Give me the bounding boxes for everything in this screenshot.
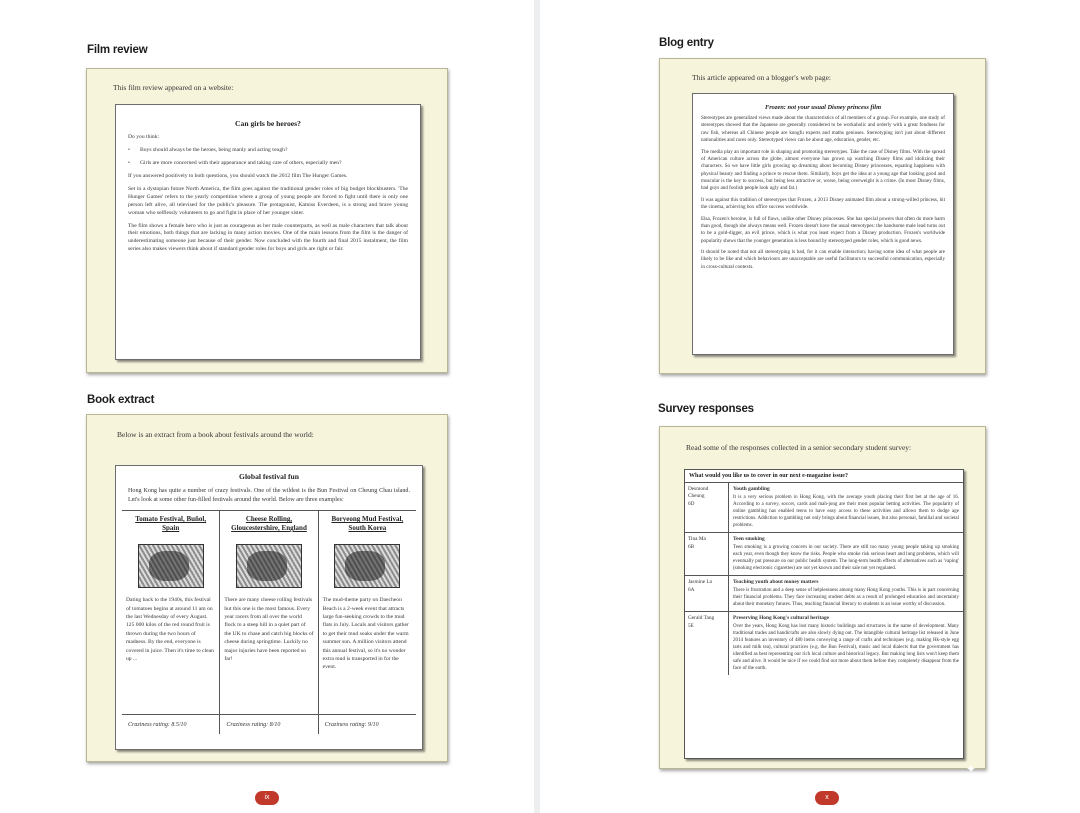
film-review-intro: This film review appeared on a website: xyxy=(113,83,234,92)
survey-intro: Read some of the responses collected in a senior secondary student survey: xyxy=(686,443,912,452)
festival-name: Cheese Rolling, Gloucestershire, England xyxy=(231,515,307,533)
blog-entry-title: Frozen: not your usual Disney princess film xyxy=(764,104,882,111)
film-review-paragraph: Set in a dystopian future North America, the film goes against the traditional gender roles of big budget blockbusters. 'The Hunger Games' refers to the yearly competition where a group of young people are forced to fight until there is only one person left alive, all televised for the public's pleasure. The protagonist, Katniss Everdeen, is a strong and brave young woman who selflessly volunteers to go and fight in place of her younger sister. xyxy=(128,185,408,216)
respondent: Desmond Cheung 6D xyxy=(685,483,729,532)
survey-response-row xyxy=(685,576,963,612)
respondent: Jasmine Lo 6A xyxy=(685,576,729,611)
survey-response-row xyxy=(685,612,963,675)
survey-responses-heading: Survey responses xyxy=(658,403,754,415)
festival-rating: Craziness rating: 9/10 xyxy=(319,714,416,734)
sparkle-icon: ✦ xyxy=(966,762,977,776)
festival-column xyxy=(318,511,416,734)
festival-column xyxy=(122,511,219,734)
film-review-title: Can girls be heroes? xyxy=(235,119,301,128)
survey-table xyxy=(684,469,964,759)
book-extract-panel xyxy=(86,414,448,762)
film-review-panel xyxy=(86,68,448,373)
festival-text: There are many cheese rolling festivals but this one is the most famous. Every year racers from all over the world flock to a steep hill in a quiet part of the UK to chase and catch big blocks of cheese during springtime. Luckily no major injuries have been reported so far! xyxy=(224,597,314,663)
right-page xyxy=(540,0,1074,813)
film-review-bullet: • Boys should always be the heroes, being manly and acting tough? xyxy=(128,146,288,153)
response-content: Teen smoking Teen smoking is a growing concern in our society. There are still too many young people taking up smoking each year, even though they know the risks. People who smoke risk serious heart and lung problems, which will eventually put pressure on our public health system. The long-term health effects of alternatives such as 'vaping' (smoking electronic cigarettes) are not yet known and their sale not yet regulated. xyxy=(733,536,959,572)
blog-entry-paragraph: The media play an important role in shaping and promoting stereotypes. Take the case of Disney films. With the spread of American culture across the globe, almost everyone has grown up watching Disney films and idolizing their characters. So we have little girls growing up dreaming about becoming Disney princesses, equating happiness with physical beauty and finding a prince to rescue them. Similarly, boys get the idea at a young age that looking good and muscular is the key to success, but being less attractive or, worse, being overweight is a crime. (In most Disney films, bad guys and foolish people look ugly and fat.) xyxy=(701,148,945,192)
blog-entry-heading: Blog entry xyxy=(659,37,714,49)
festival-text: The mud-theme party on Daecheon Beach is a 2-week event that attracts large fun-seeking crowds to the mud flats in July. Locals and visitors gather to get their mud soaks under the warm summer sun. A million visitors attend this annual festival, so it's no wonder extra mud is transported in for the event. xyxy=(322,597,409,671)
response-content: Youth gambling It is a very serious problem in Hong Kong, with the average youth placing their first bet at the age of 16. According to a survey, soccer, cards and mah-jong are their most popular betting activities. The popularity of online gambling has enabled teens to have easy access to these activities and allows them to dodge age restrictions. Addiction to gambling not only brings about financial issues, but also personal, familial and societal problems. xyxy=(733,486,959,529)
film-review-paragraph: The film shows a female hero who is just as courageous as her male counterparts, as well as male characters that talk about their emotions, both things that are lacking in many action movies. One of the main lessons from the film is the danger of underestimating someone just because of their gender. Now concluded with the fourth and final 2015 instalment, the film series also makes viewers think about if standard gender roles for boys and girls are right or fair. xyxy=(128,222,408,253)
blog-entry-paragraph: It was against this tradition of stereotypes that Frozen, a 2013 Disney animated film about a strong-willed princess, hit the cinema, achieving box office success worldwide. xyxy=(701,196,945,211)
festival-columns xyxy=(122,510,416,734)
survey-response-row xyxy=(685,483,963,533)
film-review-heading: Film review xyxy=(87,44,148,56)
festival-name: Boryeong Mud Festival, South Korea xyxy=(331,515,404,533)
book-extract-box xyxy=(115,465,423,750)
blog-entry-paragraph: It should be noted that not all stereotyping is bad, for it can enable interaction; having some idea of what people are likely to be like and which behaviours are unacceptable are useful facilitators to successful communication, especially in cross-cultural contexts. xyxy=(701,249,945,270)
respondent: Gerald Tang 5E xyxy=(685,612,729,675)
festival-rating: Craziness rating: 8.5/10 xyxy=(122,714,219,734)
blog-entry-intro: This article appeared on a blogger's web page: xyxy=(692,73,832,82)
film-review-bullet: • Girls are more concerned with their appearance and taking care of others, especially men? xyxy=(128,159,342,166)
response-content: Preserving Hong Kong's cultural heritage Over the years, Hong Kong has lost many historic buildings and structures in the name of development. Many traditional trades and handicrafts are also slowly dying out. The intangible cultural heritage list released in June 2014 features an inventory of 480 items conveying a range of crafts and techniques (e.g. making Hk-style egg tarts and milk tea), cultural practices (e.g. the Bun Festival), music and local dialects that the government has identified as best representing our rich local culture and historical legacy. But making long lists won't keep them safe and alive. It would be nice if we could find out more about them before they completely disappear from the face of the earth. xyxy=(733,615,959,672)
festival-name: Tomato Festival, Buñol, Spain xyxy=(135,515,207,533)
blog-entry-box xyxy=(692,93,954,355)
page-number-badge: x xyxy=(815,791,839,805)
film-review-lead: Do you think: xyxy=(128,134,160,140)
page-number-badge: ix xyxy=(255,791,279,805)
left-page xyxy=(0,0,534,813)
festival-column xyxy=(219,511,317,734)
festival-photo xyxy=(236,544,302,588)
film-review-box xyxy=(115,104,421,360)
blog-entry-paragraph: Stereotypes are generalized views made about the characteristics of all members of a group. For example, one study of stereotypes showed that the Japanese are generally considered to be workaholic and orderly with a great fondness for raw fish, whereas all Chinese people are kungfu experts and maths geniuses. Stereotyping isn't just about different nationalities and races only. Stereotyped views can be about age, education, gender, etc. xyxy=(701,115,945,144)
book-extract-lead: Hong Kong has quite a number of crazy festivals. One of the wildest is the Bun Festival on Cheung Chau island. Let's look at some other fun-filled festivals around the world. Below are three examples: xyxy=(128,488,410,503)
festival-photo xyxy=(138,544,204,588)
respondent: Tina Ma 6B xyxy=(685,533,729,575)
festival-photo xyxy=(334,544,400,588)
response-content: Teaching youth about money matters There is frustration and a deep sense of helplessness among many Hong Kong youths. This is in part concerning their financial problems. They face increasing student debts as a result of prolonged education and uncertainty about their monetary futures. Thus, teaching financial literacy to students is an issue worthy of discussion. xyxy=(733,579,959,608)
film-review-paragraph: If you answered positively to both questions, you should watch the 2012 film The Hunger Games. xyxy=(128,172,348,179)
festival-rating: Craziness rating: 8/10 xyxy=(220,714,317,734)
blog-entry-panel xyxy=(659,58,986,374)
blog-entry-paragraph: Elsa, Frozen's heroine, is full of flaws, unlike other Disney princesses. She has special powers that often do more harm than good, though she always means well. Frozen doesn't have the usual stereotypes: the handsome male lead turns out to be a gold-digger, an evil prince, which is what you least expect from a Disney production. Frozen's worldwide popularity shows that the younger generation is less bound by stereotyped gender roles, which is good news. xyxy=(701,215,945,244)
survey-response-row xyxy=(685,533,963,576)
book-extract-intro: Below is an extract from a book about festivals around the world: xyxy=(117,430,314,439)
book-extract-heading: Book extract xyxy=(87,394,155,406)
book-extract-title: Global festival fun xyxy=(239,472,299,481)
festival-text: Dating back to the 1940s, this festival of tomatoes begins at around 11 am on the last Wednesday of every August. 125 000 kilos of the red round fruit is thrown during the two hours of madness. By the end, everyone is covered in juice. Then it's time to clean up ... xyxy=(126,597,214,663)
survey-responses-panel xyxy=(659,426,986,769)
survey-question: What would you like us to cover in our next e-magazine issue? xyxy=(685,470,963,483)
